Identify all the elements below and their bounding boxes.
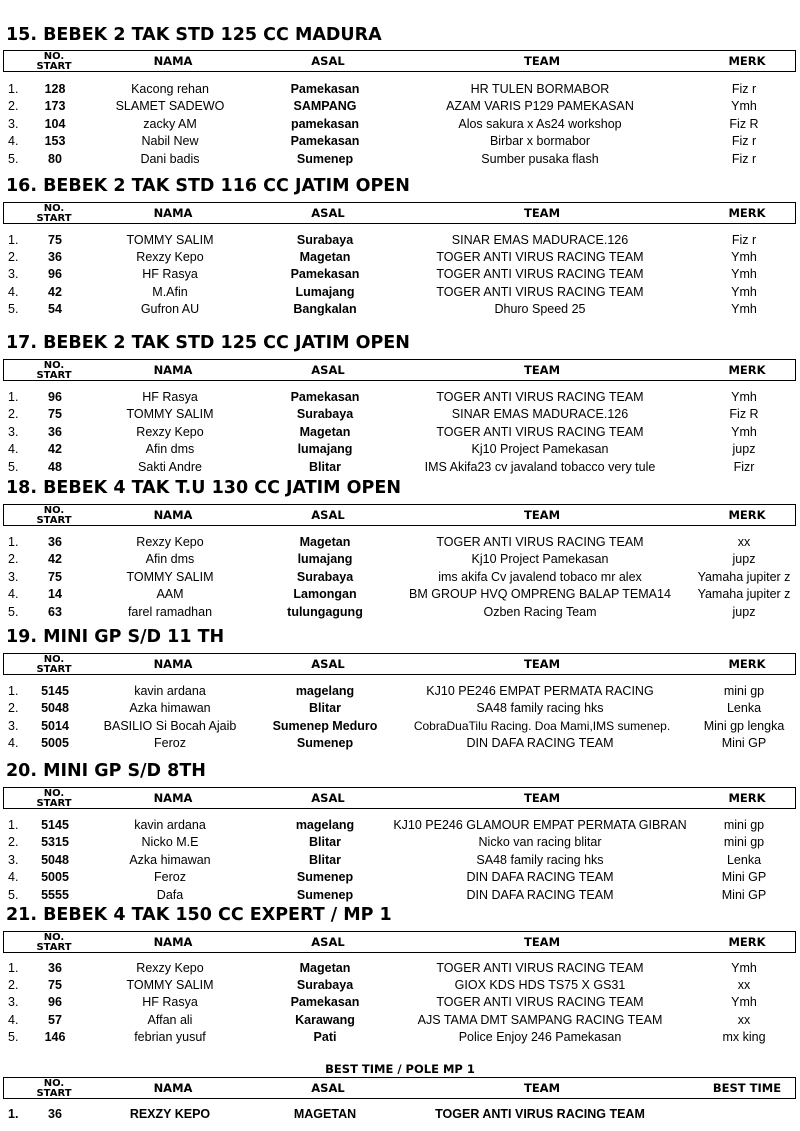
table-row: 5. 80 Dani badis Sumenep Sumber pusaka flash Fiz r [8,152,757,166]
header-team: TEAM [523,935,561,949]
header-merk: MERK [728,54,766,68]
table-header [3,359,796,381]
header-merk: MERK [728,935,766,949]
best-time-row: 1. 36 REXZY KEPO MAGETAN TOGER ANTI VIRUS RACING TEAM [8,1107,645,1121]
table-row: 4. 14 AAM Lamongan BM GROUP HVQ OMPRENG BALAP TEMA14 Yamaha jupiter z [8,587,791,601]
header-no-start: NO. START [36,505,72,526]
header-nama: NAMA [153,54,193,68]
table-row: 4. 5005 Feroz Sumenep DIN DAFA RACING TEAM Mini GP [8,870,767,884]
header-asal: ASAL [311,657,345,671]
table-row: 3. 104 zacky AM pamekasan Alos sakura x As24 workshop Fiz R [8,117,759,131]
table-row: 4. 42 M.Afin Lumajang TOGER ANTI VIRUS RACING TEAM Ymh [8,285,757,299]
header-no-start: NO. START [36,360,72,381]
table-row: 2. 75 TOMMY SALIM Surabaya GIOX KDS HDS TS75 X GS31 xx [8,978,751,992]
header-nama: NAMA [153,1081,193,1095]
section-title: 17. BEBEK 2 TAK STD 125 CC JATIM OPEN [6,333,410,353]
table-row: 3. 75 TOMMY SALIM Surabaya ims akifa Cv javalend tobaco mr alex Yamaha jupiter z [8,570,791,584]
header-asal: ASAL [311,508,345,522]
table-header [3,504,796,526]
header-merk: MERK [728,363,766,377]
table-header [3,653,796,675]
header-asal: ASAL [311,54,345,68]
table-header [3,787,796,809]
best-time-header [3,1077,796,1099]
table-row: 4. 42 Afin dms lumajang Kj10 Project Pamekasan jupz [8,442,756,456]
header-asal: ASAL [311,363,345,377]
table-row: 4. 57 Affan ali Karawang AJS TAMA DMT SAMPANG RACING TEAM xx [8,1013,751,1027]
header-merk: MERK [728,657,766,671]
header-team: TEAM [523,363,561,377]
header-team: TEAM [523,791,561,805]
header-asal: ASAL [311,935,345,949]
header-no-start: NO. START [36,788,72,809]
table-row: 3. 5048 Azka himawan Blitar SA48 family racing hks Lenka [8,853,762,867]
table-row: 3. 96 HF Rasya Pamekasan TOGER ANTI VIRUS RACING TEAM Ymh [8,267,757,281]
header-nama: NAMA [153,935,193,949]
table-row: 1. 96 HF Rasya Pamekasan TOGER ANTI VIRUS RACING TEAM Ymh [8,390,757,404]
best-time-title: BEST TIME / POLE MP 1 [325,1062,475,1076]
header-team: TEAM [523,206,561,220]
section-title: 18. BEBEK 4 TAK T.U 130 CC JATIM OPEN [6,478,401,498]
table-row: 1. 36 Rexzy Kepo Magetan TOGER ANTI VIRUS RACING TEAM Ymh [8,961,757,975]
header-asal: ASAL [311,206,345,220]
table-row: 2. 42 Afin dms lumajang Kj10 Project Pamekasan jupz [8,552,756,566]
table-row: 5. 63 farel ramadhan tulungagung Ozben Racing Team jupz [8,605,756,619]
header-nama: NAMA [153,657,193,671]
table-row: 5. 54 Gufron AU Bangkalan Dhuro Speed 25 Ymh [8,302,757,316]
table-header [3,202,796,224]
section-title: 16. BEBEK 2 TAK STD 116 CC JATIM OPEN [6,176,410,196]
table-row: 1. 75 TOMMY SALIM Surabaya SINAR EMAS MADURACE.126 Fiz r [8,233,757,247]
header-nama: NAMA [153,206,193,220]
table-row: 2. 173 SLAMET SADEWO SAMPANG AZAM VARIS P129 PAMEKASAN Ymh [8,99,757,113]
table-row: 1. 36 Rexzy Kepo Magetan TOGER ANTI VIRUS RACING TEAM xx [8,535,751,549]
table-row: 2. 75 TOMMY SALIM Surabaya SINAR EMAS MADURACE.126 Fiz R [8,407,759,421]
table-row: 2. 5315 Nicko M.E Blitar Nicko van racing blitar mini gp [8,835,765,849]
table-row: 2. 5048 Azka himawan Blitar SA48 family racing hks Lenka [8,701,762,715]
header-team: TEAM [523,1081,561,1095]
header-nama: NAMA [153,791,193,805]
table-row: 1. 5145 kavin ardana magelang KJ10 PE246 EMPAT PERMATA RACING mini gp [8,684,765,698]
table-row: 5. 5555 Dafa Sumenep DIN DAFA RACING TEAM Mini GP [8,888,767,902]
table-row: 1. 128 Kacong rehan Pamekasan HR TULEN BORMABOR Fiz r [8,82,757,96]
header-asal: ASAL [311,1081,345,1095]
table-row: 5. 146 febrian yusuf Pati Police Enjoy 246 Pamekasan mx king [8,1030,766,1044]
header-merk: MERK [728,206,766,220]
header-asal: ASAL [311,791,345,805]
section-title: 21. BEBEK 4 TAK 150 CC EXPERT / MP 1 [6,905,392,925]
table-row: 4. 5005 Feroz Sumenep DIN DAFA RACING TEAM Mini GP [8,736,767,750]
header-no-start: NO. START [36,1078,72,1099]
table-row: 3. 36 Rexzy Kepo Magetan TOGER ANTI VIRUS RACING TEAM Ymh [8,425,757,439]
section-title: 15. BEBEK 2 TAK STD 125 CC MADURA [6,25,382,45]
table-row: 2. 36 Rexzy Kepo Magetan TOGER ANTI VIRUS RACING TEAM Ymh [8,250,757,264]
header-nama: NAMA [153,363,193,377]
table-row: 3. 96 HF Rasya Pamekasan TOGER ANTI VIRUS RACING TEAM Ymh [8,995,757,1009]
header-team: TEAM [523,508,561,522]
table-row: 5. 48 Sakti Andre Blitar IMS Akifa23 cv javaland tobacco very tule Fizr [8,460,755,474]
table-row: 1. 5145 kavin ardana magelang KJ10 PE246 GLAMOUR EMPAT PERMATA GIBRAN mini gp [8,818,765,832]
header-team: TEAM [523,54,561,68]
table-header [3,50,796,72]
header-no-start: NO. START [36,51,72,72]
header-best-time: BEST TIME [712,1081,782,1095]
header-no-start: NO. START [36,203,72,224]
table-row: 4. 153 Nabil New Pamekasan Birbar x bormabor Fiz r [8,134,757,148]
header-no-start: NO. START [36,932,72,953]
table-header [3,931,796,953]
section-title: 20. MINI GP S/D 8TH [6,761,206,781]
header-no-start: NO. START [36,654,72,675]
section-title: 19. MINI GP S/D 11 TH [6,627,225,647]
header-nama: NAMA [153,508,193,522]
header-team: TEAM [523,657,561,671]
header-merk: MERK [728,508,766,522]
table-row: 3. 5014 BASILIO Si Bocah Ajaib Sumenep Meduro CobraDuaTilu Racing. Doa Mami,IMS sumenep. Mini gp lengka [8,719,785,733]
header-merk: MERK [728,791,766,805]
